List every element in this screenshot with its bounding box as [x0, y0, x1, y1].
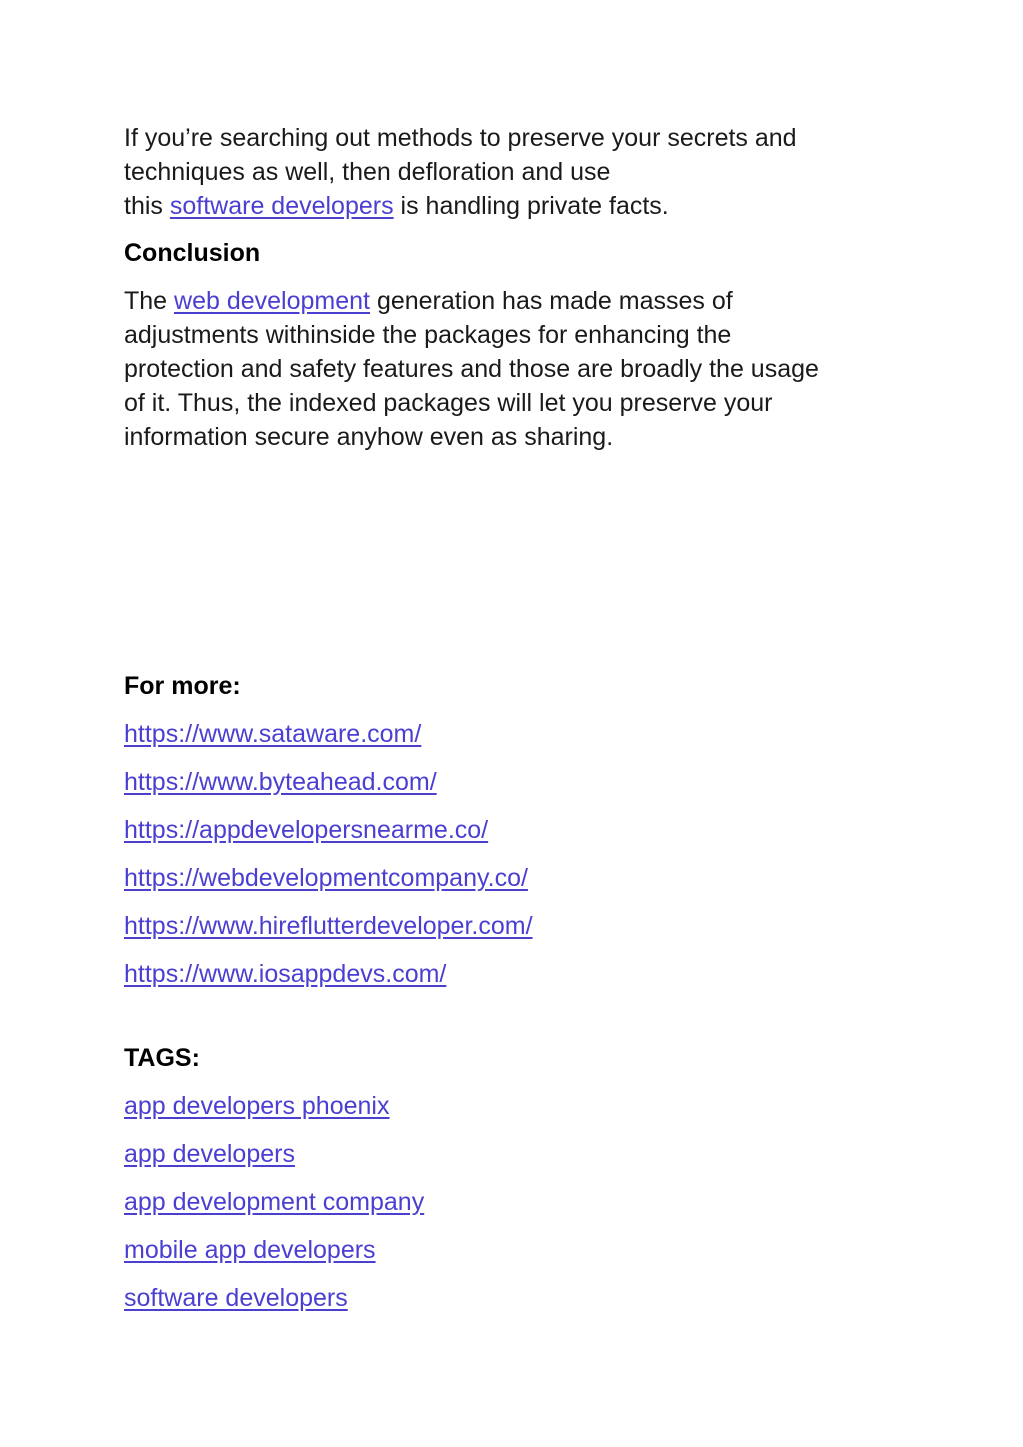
tag-link-app-developers-phoenix[interactable]: app developers phoenix: [124, 1092, 390, 1120]
for-more-heading: For more:: [124, 672, 241, 700]
conclusion-line-2: adjustments withinside the packages for enhancing the: [124, 321, 732, 349]
tag-link-app-development-company[interactable]: app development company: [124, 1188, 425, 1216]
tags-heading: TAGS:: [124, 1044, 200, 1072]
appdevelopersnearme-link[interactable]: https://appdevelopersnearme.co/: [124, 816, 489, 844]
tag-link-app-developers[interactable]: app developers: [124, 1140, 295, 1168]
iosappdevs-link[interactable]: https://www.iosappdevs.com/: [124, 960, 447, 988]
conclusion-before-link: The: [124, 287, 175, 315]
conclusion-heading: Conclusion: [124, 239, 261, 267]
intro-line-2: techniques as well, then defloration and use: [124, 158, 611, 186]
webdevelopmentcompany-link[interactable]: https://webdevelopmentcompany.co/: [124, 864, 528, 892]
tag-link-software-developers[interactable]: software developers: [124, 1284, 348, 1312]
document-page: [124, 121, 904, 1315]
tag-item: [124, 1185, 904, 1219]
for-more-item: [124, 717, 904, 751]
for-more-item: [124, 861, 904, 895]
intro-before-link: this: [124, 192, 170, 220]
intro-paragraph: [124, 121, 904, 223]
tag-item: [124, 1137, 904, 1171]
intro-after-link: is handling private facts.: [393, 192, 669, 220]
tag-link-mobile-app-developers[interactable]: mobile app developers: [124, 1236, 376, 1264]
tag-item: [124, 1233, 904, 1267]
software-developers-link[interactable]: software developers: [169, 192, 394, 220]
tag-item: [124, 1089, 904, 1123]
tag-item: [124, 1281, 904, 1315]
hireflutterdeveloper-link[interactable]: https://www.hireflutterdeveloper.com/: [124, 912, 533, 940]
sataware-link[interactable]: https://www.sataware.com/: [124, 720, 422, 748]
conclusion-line-5: information secure anyhow even as sharing.: [124, 423, 614, 451]
for-more-item: [124, 765, 904, 799]
web-development-link[interactable]: web development: [174, 287, 370, 315]
conclusion-line-4: of it. Thus, the indexed packages will let you preserve your: [124, 389, 773, 417]
for-more-item: [124, 909, 904, 943]
for-more-item: [124, 813, 904, 847]
intro-line-1: If you’re searching out methods to preserve your secrets and: [124, 124, 797, 152]
conclusion-paragraph: [124, 284, 904, 454]
byteahead-link[interactable]: https://www.byteahead.com/: [124, 768, 437, 796]
conclusion-line-3: protection and safety features and those are broadly the usage: [124, 355, 819, 383]
conclusion-line-1-rest: generation has made masses of: [370, 287, 733, 315]
for-more-item: [124, 957, 904, 991]
